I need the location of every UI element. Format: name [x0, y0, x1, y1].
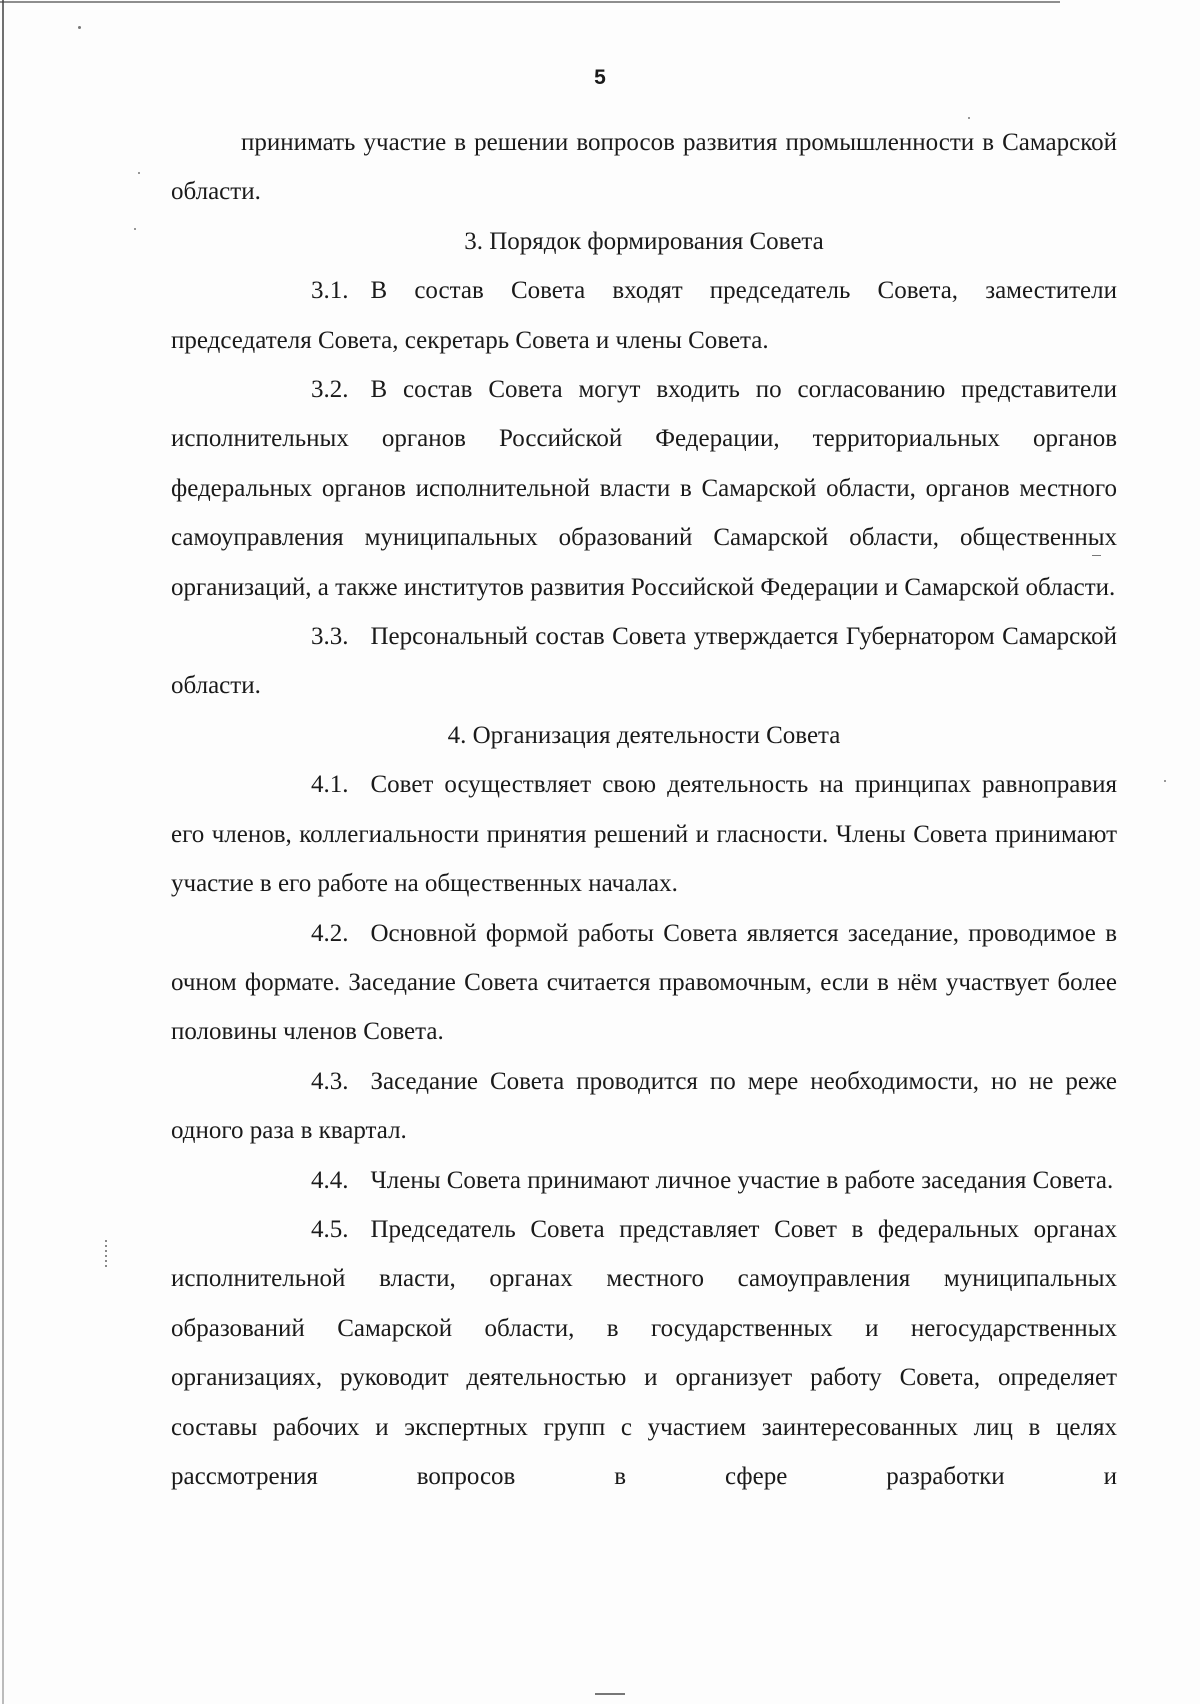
- paragraph-text: В состав Совета могут входить по согласованию представители исполнительных органов Российской Федерации, территориальных органов федеральных органов исполнительной власти в Самарской области, органов местного самоуправления муниципальных образований Самарской области, общественных организаций, а также институтов развития Российской Федерации и Самарской области.: [171, 376, 1117, 601]
- paragraph-text: Совет осуществляет свою деятельность на принципах равноправия его членов, коллегиальности принятия решений и гласности. Члены Совета принимают участие в его работе на общественных началах.: [171, 771, 1117, 898]
- paragraph-text: Основной формой работы Совета является заседание, проводимое в очном формате. Заседание Совета считается правомочным, если в нём участвует более половины членов Совета.: [171, 919, 1117, 1046]
- paragraph-number: 3.2.: [311, 376, 349, 404]
- scan-speck: [1164, 780, 1166, 782]
- section-heading: 4. Организация деятельности Совета: [447, 721, 841, 749]
- scan-speck: [134, 228, 136, 230]
- paragraph-text: Персональный состав Совета утверждается Губернатором Самарской области.: [171, 623, 1117, 700]
- numbered-paragraph: [171, 365, 1117, 612]
- numbered-paragraph: [171, 760, 1117, 908]
- scan-edge-top: [0, 1, 1060, 3]
- paragraph-number: 4.3.: [311, 1067, 349, 1095]
- numbered-paragraph: [171, 266, 1117, 365]
- numbered-paragraph: [171, 1057, 1117, 1156]
- paragraph-number: 3.3.: [311, 623, 349, 651]
- paragraph-text: Члены Совета принимают личное участие в работе заседания Совета.: [370, 1166, 1114, 1194]
- section-heading: 3. Порядок формирования Совета: [464, 227, 824, 255]
- scan-speck: [138, 172, 140, 174]
- scan-speck: [78, 26, 81, 29]
- scan-edge-left: [2, 0, 4, 1704]
- page-number: 5: [594, 66, 606, 89]
- scan-speck: [595, 1693, 625, 1695]
- numbered-paragraph: [171, 612, 1117, 711]
- scan-speck: [105, 1240, 107, 1270]
- paragraph-text: Заседание Совета проводится по мере необходимости, но не реже одного раза в квартал.: [171, 1067, 1117, 1145]
- paragraph-text: Председатель Совета представляет Совет в федеральных органах исполнительной власти, органах местного самоуправления муниципальных образований Самарской области, в государственных и негосударственных организациях, руководит деятельностью и организует работу Совета, определяет составы рабочих и экспертных групп с участием заинтересованных лиц в целях рассмотрения вопросов в сфере разработки и: [171, 1215, 1117, 1490]
- paragraph-number: 4.5.: [311, 1215, 349, 1243]
- document-body: [171, 118, 1117, 1501]
- paragraph-number: 3.1.: [311, 277, 349, 305]
- paragraph: принимать участие в решении вопросов развития промышленности в Самарской области.: [171, 129, 1117, 206]
- paragraph-number: 4.4.: [311, 1166, 349, 1194]
- paragraph-number: 4.2.: [311, 919, 349, 947]
- numbered-paragraph: [171, 1205, 1117, 1501]
- paragraph-number: 4.1.: [311, 771, 349, 799]
- numbered-paragraph: [171, 1156, 1117, 1205]
- paragraph-text: В состав Совета входят председатель Совета, заместители председателя Совета, секретарь Совета и члены Совета.: [171, 277, 1117, 354]
- numbered-paragraph: [171, 909, 1117, 1057]
